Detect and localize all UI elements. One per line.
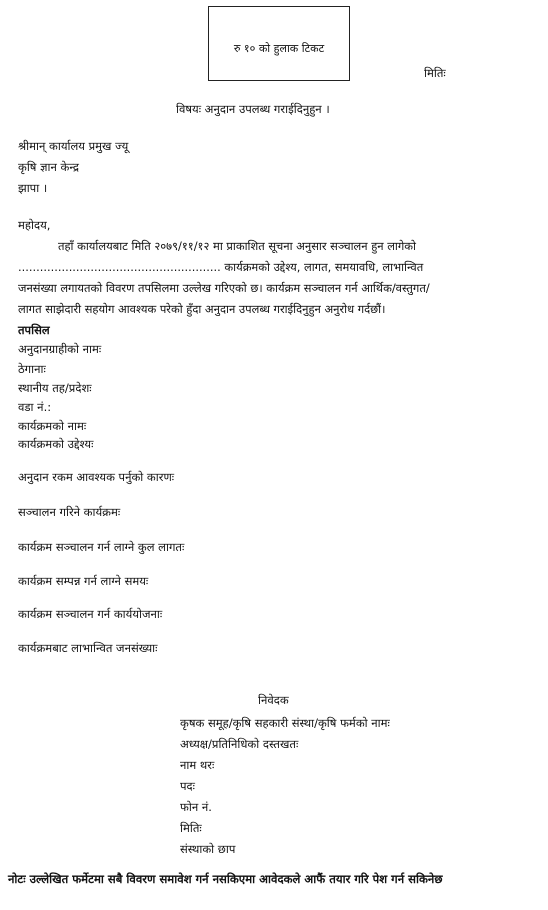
body-line-3: जनसंख्या लगायतको विवरण तपसिलमा उल्लेख गरिएको छ। कार्यक्रम सञ्चालन गर्न आर्थिक/वस्तुगत/	[18, 281, 430, 295]
body-line-2: ........................................................ कार्यक्रमको उद्देश्य, लागत, समयावधि, लाभान्वित	[18, 260, 424, 274]
sig-signature: अध्यक्ष/प्रतिनिधिको दस्तखतः	[180, 737, 299, 751]
footer-note: नोटः उल्लेखित फर्मेटमा सबै विवरण समावेश गर्न नसकिएमा आवेदकले आफैं तयार गरि पेश गर्न सकिनेछ	[8, 872, 443, 886]
schedule-heading: तपसिल	[18, 323, 50, 337]
sig-date: मितिः	[180, 821, 202, 835]
sig-name: नाम थरः	[180, 758, 215, 772]
field-local-level: स्थानीय तह/प्रदेशः	[18, 381, 92, 395]
body-line-1: तहाँ कार्यालयबाट मिति २०७९/११/१२ मा प्राकाशित सूचना अनुसार सञ्चालन हुन लागेको	[58, 239, 416, 253]
address-line-2: कृषि ज्ञान केन्द्र	[18, 160, 79, 174]
address-line-3: झापा ।	[18, 181, 48, 195]
postage-stamp-box	[208, 6, 350, 81]
field-program-objective: कार्यक्रमको उद्देश्यः	[18, 437, 94, 451]
field-beneficiary-population: कार्यक्रमबाट लाभान्वित जनसंख्याः	[18, 641, 158, 655]
sig-position: पदः	[180, 779, 195, 793]
address-line-1: श्रीमान् कार्यालय प्रमुख ज्यू	[18, 139, 129, 153]
stamp-label: रु १० को हुलाक टिकट	[233, 42, 325, 55]
field-grantee-name: अनुदानग्राहीको नामः	[18, 342, 102, 356]
field-address: ठेगानाः	[18, 362, 46, 376]
salutation: महोदय,	[18, 218, 51, 232]
field-completion-time: कार्यक्रम सम्पन्न गर्न लाग्ने समयः	[18, 574, 149, 588]
subject-line: विषयः अनुदान उपलब्ध गराईदिनुहुन ।	[176, 102, 330, 116]
field-work-plan: कार्यक्रम सञ्चालन गर्न कार्ययोजनाः	[18, 607, 163, 621]
date-label: मितिः	[424, 66, 446, 80]
field-program-name: कार्यक्रमको नामः	[18, 419, 87, 433]
field-program-operated: सञ्चालन गरिने कार्यक्रमः	[18, 505, 121, 519]
body-line-4: लागत साझेदारी सहयोग आवश्यक परेको हुँदा अनुदान उपलब्ध गराईदिनुहुन अनुरोध गर्दछौं।	[18, 302, 386, 316]
field-ward-no: वडा नं.:	[18, 400, 52, 414]
field-grant-reason: अनुदान रकम आवश्यक पर्नुको कारणः	[18, 470, 175, 484]
sig-organization-name: कृषक समूह/कृषि सहकारी संस्था/कृषि फर्मको नामः	[180, 716, 390, 730]
sig-phone: फोन नं.	[180, 800, 212, 814]
field-total-cost: कार्यक्रम सञ्चालन गर्न लाग्ने कुल लागतः	[18, 540, 185, 554]
sig-organization-stamp: संस्थाको छाप	[180, 842, 236, 856]
applicant-heading: निवेदक	[258, 693, 289, 707]
